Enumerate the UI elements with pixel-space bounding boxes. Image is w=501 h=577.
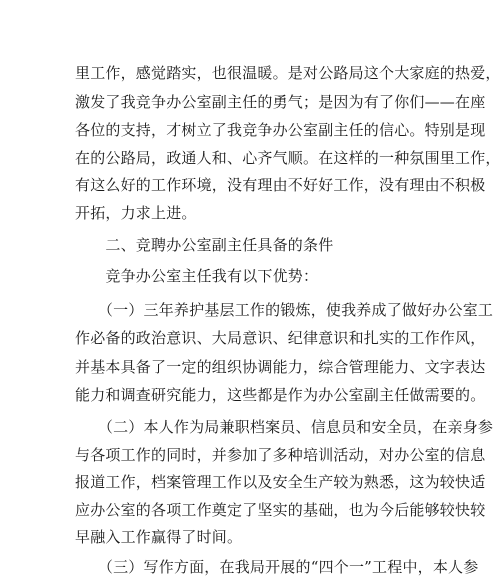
text-line: 早融入工作赢得了时间。 xyxy=(75,528,243,546)
text-line: 有这么好的工作环境，没有理由不好好工作，没有理由不积极 xyxy=(75,176,486,194)
text-line: 与各项工作的同时，并参加了多种培训活动，对办公室的信息 xyxy=(75,446,486,464)
text-line: （一）三年养护基层工作的锻炼，使我养成了做好办公室工 xyxy=(75,301,494,319)
text-line: 各位的支持，才树立了我竞争办公室副主任的信心。特别是现 xyxy=(75,121,486,139)
section-heading: 二、竞聘办公室副主任具备的条件 xyxy=(75,236,334,254)
text-line: 并基本具备了一定的组织协调能力，综合管理能力、文字表达 xyxy=(75,358,486,376)
text-line: 在的公路局，政通人和、心齐气顺。在这样的一种氛围里工作， xyxy=(75,149,501,167)
text-line: 能力和调查研究能力，这些都是作为办公室副主任做需要的。 xyxy=(75,386,486,404)
text-line: （三）写作方面，在我局开展的“四个一”工程中，本人参 xyxy=(75,558,479,576)
text-line: 开拓，力求上进。 xyxy=(75,204,197,222)
text-line: （二）本人作为局兼职档案员、信息员和安全员，在亲身参 xyxy=(75,418,494,436)
text-line: 报道工作，档案管理工作以及安全生产较为熟悉，这为较快适 xyxy=(75,473,486,491)
text-line: 激发了我竞争办公室副主任的勇气；是因为有了你们——在座 xyxy=(75,93,486,111)
text-line: 应办公室的各项工作奠定了坚实的基础，也为今后能够较快较 xyxy=(75,501,486,519)
text-line: 作必备的政治意识、大局意识、纪律意识和扎实的工作作风， xyxy=(75,329,486,347)
text-line: 竞争办公室主任我有以下优势： xyxy=(75,267,319,285)
text-line: 里工作，感觉踏实，也很温暖。是对公路局这个大家庭的热爱， xyxy=(75,64,501,82)
